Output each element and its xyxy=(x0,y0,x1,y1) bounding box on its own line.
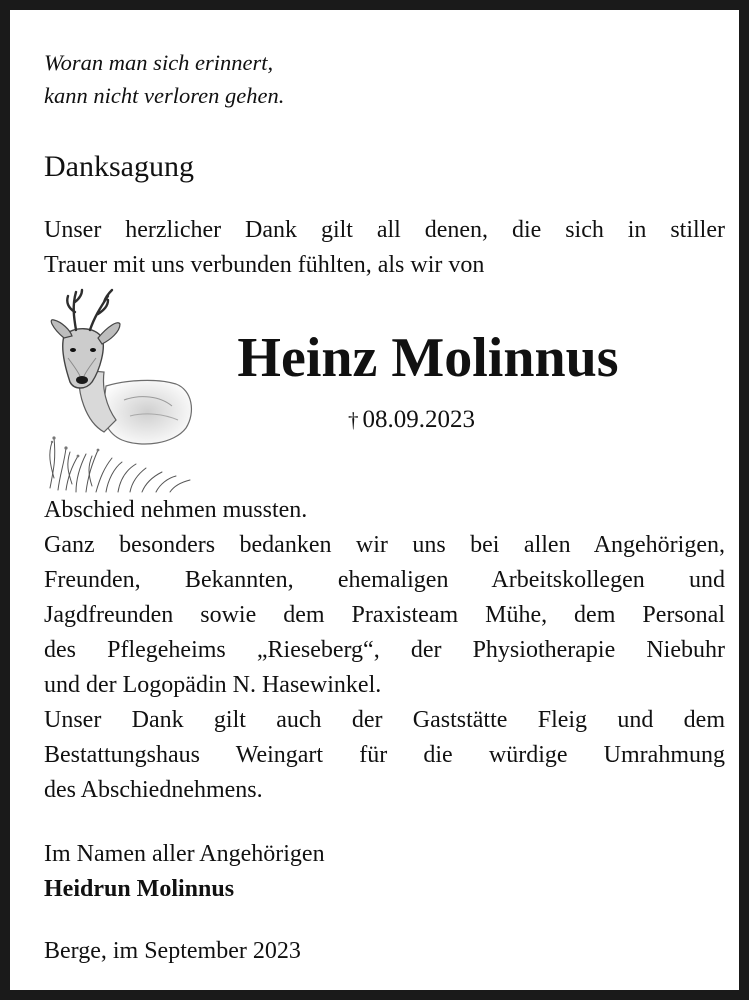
thanks-paragraph xyxy=(44,493,725,808)
body-line: und der Logopädin N. Hasewinkel. xyxy=(44,672,382,698)
intro-line-2: Trauer mit uns verbunden fühlten, als wir von xyxy=(44,252,485,278)
heading: Danksagung xyxy=(44,150,194,183)
signature-block xyxy=(44,837,325,907)
intro-paragraph xyxy=(44,213,725,283)
body-line: des Pflegeheims „Rieseberg“, der Physiotherapie Niebuhr xyxy=(44,637,725,663)
body-line: Freunden, Bekannten, ehemaligen Arbeitskollegen und xyxy=(44,567,725,593)
body-line: Abschied nehmen mussten. xyxy=(44,497,308,523)
body-line: des Abschiednehmens. xyxy=(44,777,263,803)
body-line: Unser Dank gilt auch der Gaststätte Fleig und dem xyxy=(44,707,725,733)
motto-line-2: kann nicht verloren gehen. xyxy=(44,83,285,108)
death-date-line xyxy=(348,403,475,437)
signature-intro: Im Namen aller Angehörigen xyxy=(44,841,325,867)
death-date: 08.09.2023 xyxy=(362,406,475,433)
cross-icon: † xyxy=(348,408,359,432)
body-line: Bestattungshaus Weingart für die würdige Umrahmung xyxy=(44,742,725,768)
body-line: Ganz besonders bedanken wir uns bei allen Angehörigen, xyxy=(44,532,725,558)
signature-name: Heidrun Molinnus xyxy=(44,876,235,902)
motto-quote xyxy=(44,46,284,112)
deer-illustration xyxy=(46,288,196,493)
motto-line-1: Woran man sich erinnert, xyxy=(44,50,274,75)
deceased-name: Heinz Molinnus xyxy=(237,327,619,389)
intro-line-1: Unser herzlicher Dank gilt all denen, die sich in stiller xyxy=(44,217,725,243)
body-line: Jagdfreunden sowie dem Praxisteam Mühe, dem Personal xyxy=(44,602,725,628)
place-date: Berge, im September 2023 xyxy=(44,938,301,964)
